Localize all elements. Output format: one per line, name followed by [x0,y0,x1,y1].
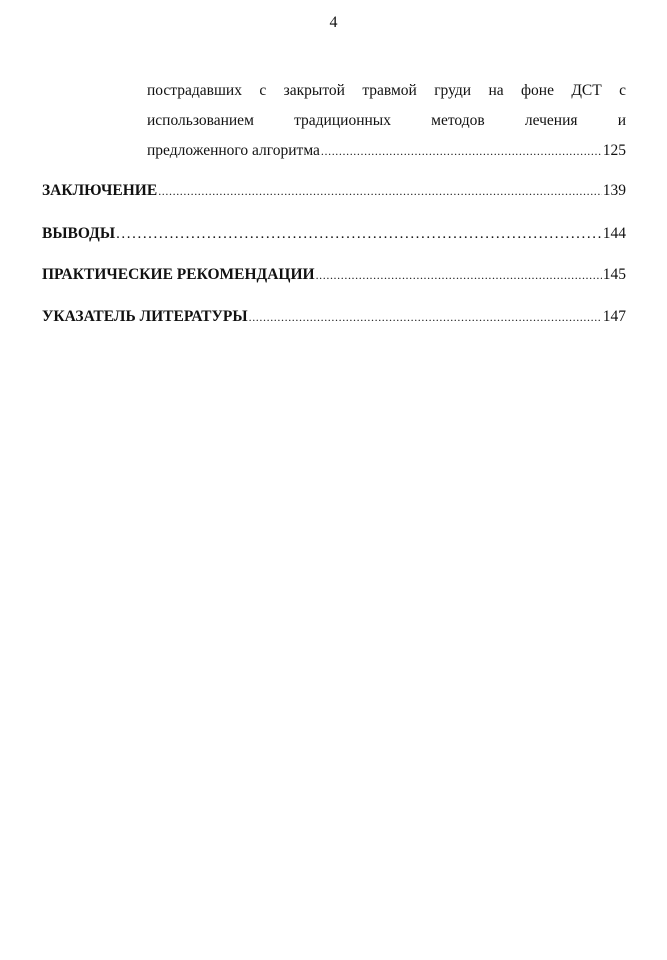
toc-entry-page: 139 [602,182,626,199]
toc-leader-dots [158,184,602,199]
toc-leader-dots [116,226,602,243]
toc-sub-entry [147,78,626,168]
toc-leader-dots [321,144,602,159]
toc-entry-page: 144 [602,225,626,242]
toc-entry-page: 147 [602,308,626,325]
toc-entry-recommendations [42,266,626,284]
toc-entry-label: ПРАКТИЧЕСКИЕ РЕКОМЕНДАЦИИ [42,266,315,283]
toc-sub-entry-line-3 [147,142,626,160]
toc-entry-conclusion [42,182,626,200]
toc-entry-label: УКАЗАТЕЛЬ ЛИТЕРАТУРЫ [42,308,248,325]
toc-sub-entry-line-1: пострадавших с закрытой травмой груди на фоне ДСТ с [147,82,626,99]
toc-leader-dots [316,268,602,283]
toc-entry-references [42,308,626,326]
toc-entry-label: ЗАКЛЮЧЕНИЕ [42,182,158,199]
toc-sub-entry-line-2: использованием традиционных методов лечения и [147,112,626,129]
toc-entry-page: 145 [602,266,626,283]
toc-leader-dots [249,310,602,325]
toc-entry-conclusions [42,225,626,243]
toc-sub-entry-label: предложенного алгоритма [147,142,320,159]
toc-entry-label: ВЫВОДЫ [42,225,116,242]
page-number: 4 [329,14,338,31]
toc-sub-entry-page: 125 [602,142,626,159]
